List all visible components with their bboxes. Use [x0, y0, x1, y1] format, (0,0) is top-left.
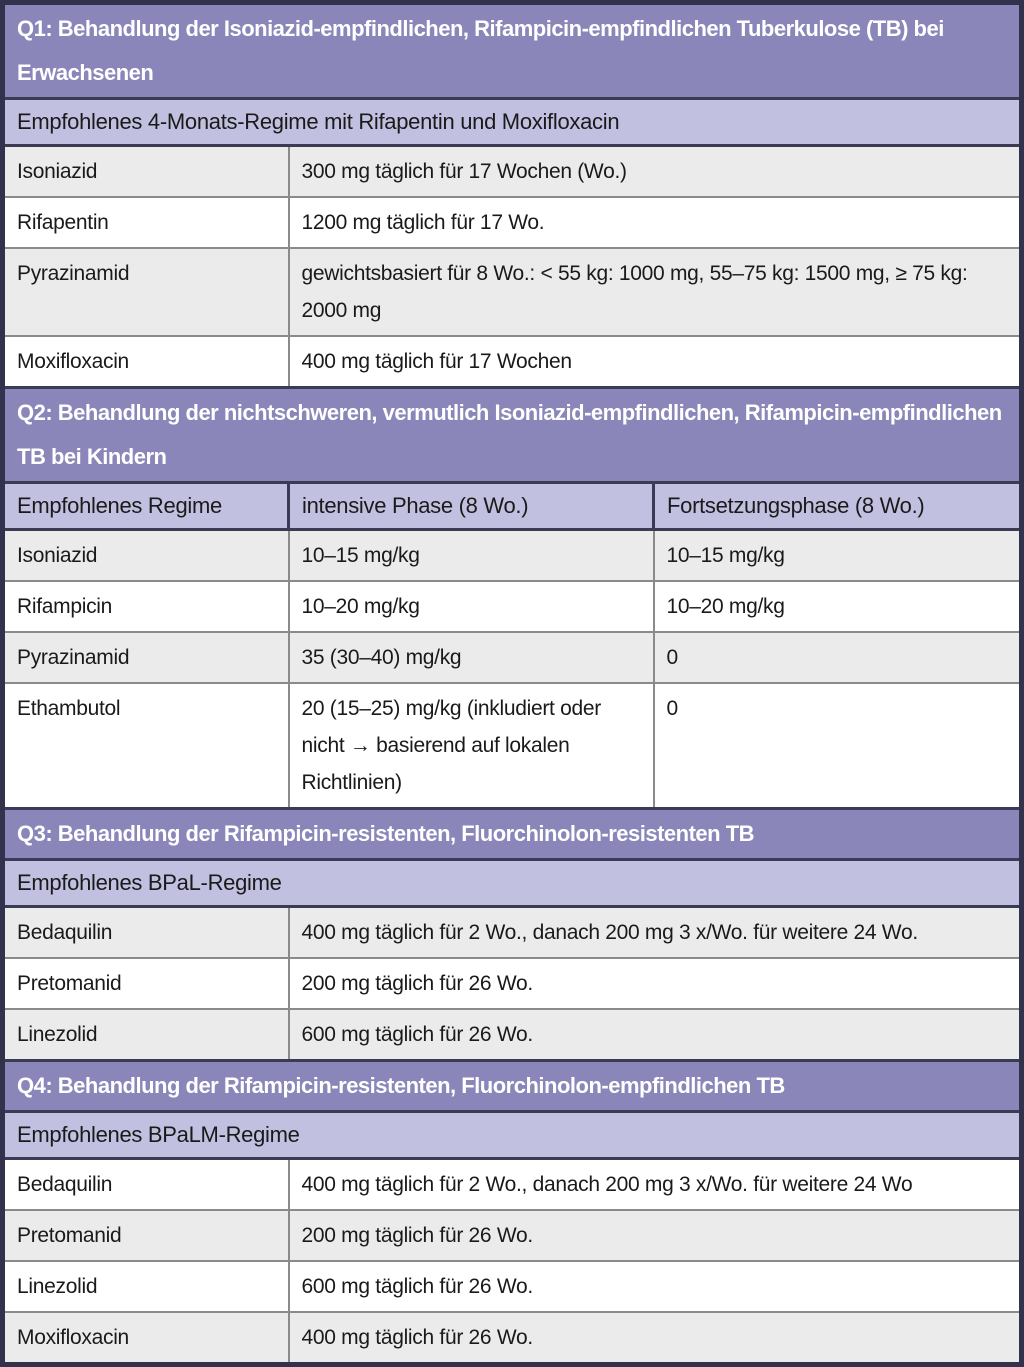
dose-cell: gewichtsbasiert für 8 Wo.: < 55 kg: 1000 mg, 55–75 kg: 1500 mg, ≥ 75 kg: 2000 mg [289, 248, 1022, 336]
section-q4-subtitle-row [3, 1112, 1022, 1159]
dose-cell: 200 mg täglich für 26 Wo. [289, 958, 1022, 1009]
dose-cell: 600 mg täglich für 26 Wo. [289, 1261, 1022, 1312]
dose-cell: 400 mg täglich für 2 Wo., danach 200 mg 3 x/Wo. für weitere 24 Wo. [289, 907, 1022, 959]
table-row [3, 1261, 1022, 1312]
table-row [3, 1009, 1022, 1061]
table-row [3, 1210, 1022, 1261]
drug-name-cell: Bedaquilin [3, 907, 289, 959]
drug-name-cell: Rifampicin [3, 581, 289, 632]
continuation-phase-cell: 0 [654, 683, 1022, 809]
drug-name-cell: Bedaquilin [3, 1159, 289, 1211]
section-q4-title: Q4: Behandlung der Rifampicin-resistenten, Fluorchinolon-empfindlichen TB [3, 1061, 1022, 1112]
table-row [3, 530, 1022, 582]
intensive-phase-cell: 20 (15–25) mg/kg (inkludiert oder nicht → basierend auf lokalen Richtlinien) [289, 683, 654, 809]
table-row [3, 146, 1022, 198]
dose-cell: 400 mg täglich für 17 Wochen [289, 336, 1022, 388]
section-q4-subtitle: Empfohlenes BPaLM-Regime [3, 1112, 1022, 1159]
section-q2-title-row [3, 388, 1022, 483]
continuation-phase-cell: 10–20 mg/kg [654, 581, 1022, 632]
continuation-phase-cell: 10–15 mg/kg [654, 530, 1022, 582]
drug-name-cell: Linezolid [3, 1009, 289, 1061]
table-row [3, 248, 1022, 336]
table-row [3, 632, 1022, 683]
dose-cell: 400 mg täglich für 2 Wo., danach 200 mg 3 x/Wo. für weitere 24 Wo [289, 1159, 1022, 1211]
drug-name-cell: Pretomanid [3, 958, 289, 1009]
drug-name-cell: Ethambutol [3, 683, 289, 809]
section-q1-subtitle: Empfohlenes 4-Monats-Regime mit Rifapentin und Moxifloxacin [3, 99, 1022, 146]
dose-cell: 200 mg täglich für 26 Wo. [289, 1210, 1022, 1261]
drug-name-cell: Moxifloxacin [3, 336, 289, 388]
intensive-phase-cell: 35 (30–40) mg/kg [289, 632, 654, 683]
column-header-intensive-phase: intensive Phase (8 Wo.) [289, 483, 654, 530]
section-q2-column-header-row [3, 483, 1022, 530]
section-q4-title-row [3, 1061, 1022, 1112]
continuation-phase-cell: 0 [654, 632, 1022, 683]
section-q2-title: Q2: Behandlung der nichtschweren, vermutlich Isoniazid-empfindlichen, Rifampicin-empfindlichen TB bei Kindern [3, 388, 1022, 483]
section-q1-title-row [3, 3, 1022, 99]
table-row [3, 336, 1022, 388]
column-header-regime: Empfohlenes Regime [3, 483, 289, 530]
table-row [3, 907, 1022, 959]
dose-cell: 400 mg täglich für 26 Wo. [289, 1312, 1022, 1365]
table-row [3, 581, 1022, 632]
drug-name-cell: Linezolid [3, 1261, 289, 1312]
drug-name-cell: Rifapentin [3, 197, 289, 248]
drug-name-cell: Moxifloxacin [3, 1312, 289, 1365]
drug-name-cell: Pyrazinamid [3, 248, 289, 336]
dose-cell: 300 mg täglich für 17 Wochen (Wo.) [289, 146, 1022, 198]
table-row [3, 197, 1022, 248]
intensive-phase-cell: 10–15 mg/kg [289, 530, 654, 582]
section-q3-subtitle-row [3, 860, 1022, 907]
section-q1-title: Q1: Behandlung der Isoniazid-empfindlichen, Rifampicin-empfindlichen Tuberkulose (TB) bei Erwachsenen [3, 3, 1022, 99]
column-header-continuation-phase: Fortsetzungsphase (8 Wo.) [654, 483, 1022, 530]
section-q3-subtitle: Empfohlenes BPaL-Regime [3, 860, 1022, 907]
drug-name-cell: Pyrazinamid [3, 632, 289, 683]
drug-name-cell: Isoniazid [3, 530, 289, 582]
dose-cell: 600 mg täglich für 26 Wo. [289, 1009, 1022, 1061]
intensive-phase-cell: 10–20 mg/kg [289, 581, 654, 632]
section-q1-subtitle-row [3, 99, 1022, 146]
table-row [3, 1159, 1022, 1211]
dose-cell: 1200 mg täglich für 17 Wo. [289, 197, 1022, 248]
table-row [3, 1312, 1022, 1365]
section-q3-title-row [3, 809, 1022, 860]
drug-name-cell: Pretomanid [3, 1210, 289, 1261]
section-q3-title: Q3: Behandlung der Rifampicin-resistenten, Fluorchinolon-resistenten TB [3, 809, 1022, 860]
drug-name-cell: Isoniazid [3, 146, 289, 198]
table-row [3, 683, 1022, 809]
table-row [3, 958, 1022, 1009]
